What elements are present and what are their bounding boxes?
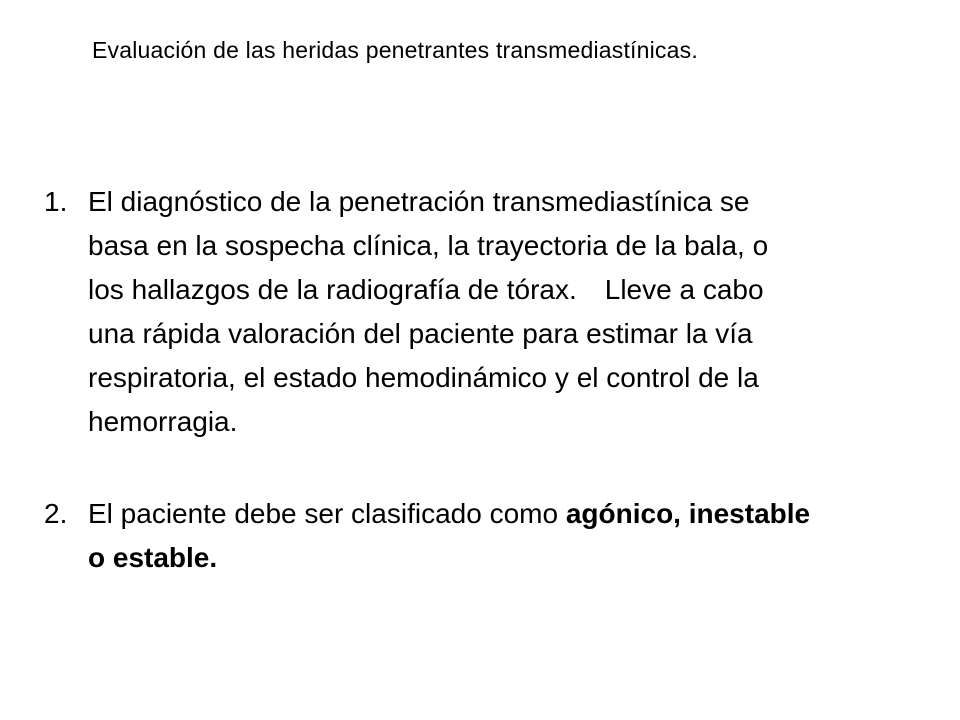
slide-content bbox=[44, 180, 949, 580]
list-item-line: hemorragia. bbox=[88, 406, 238, 437]
list-item-line: El diagnóstico de la penetración transmediastínica se bbox=[88, 186, 750, 217]
list-item-1 bbox=[44, 180, 949, 444]
list-item-2 bbox=[44, 492, 949, 580]
list-item-line: respiratoria, el estado hemodinámico y el control de la bbox=[88, 362, 759, 393]
list-item-bold-text: o estable. bbox=[88, 542, 218, 573]
list-item-line bbox=[88, 268, 949, 312]
list-item-line bbox=[88, 492, 949, 536]
list-item-bold-text: agónico, inestable bbox=[565, 498, 811, 529]
list-item-number: 2. bbox=[44, 498, 68, 529]
list-item-text: El paciente debe ser clasificado como bbox=[88, 498, 566, 529]
list-item-line: basa en la sospecha clínica, la trayectoria de la bala, o bbox=[88, 230, 769, 261]
list-item-line-part: Lleve a cabo bbox=[604, 274, 764, 305]
list-item-line: una rápida valoración del paciente para estimar la vía bbox=[88, 318, 753, 349]
slide-title: Evaluación de las heridas penetrantes transmediastínicas. bbox=[92, 37, 698, 63]
list-item-line-part: los hallazgos de la radiografía de tórax. bbox=[88, 274, 577, 305]
list-item-number: 1. bbox=[44, 186, 68, 217]
